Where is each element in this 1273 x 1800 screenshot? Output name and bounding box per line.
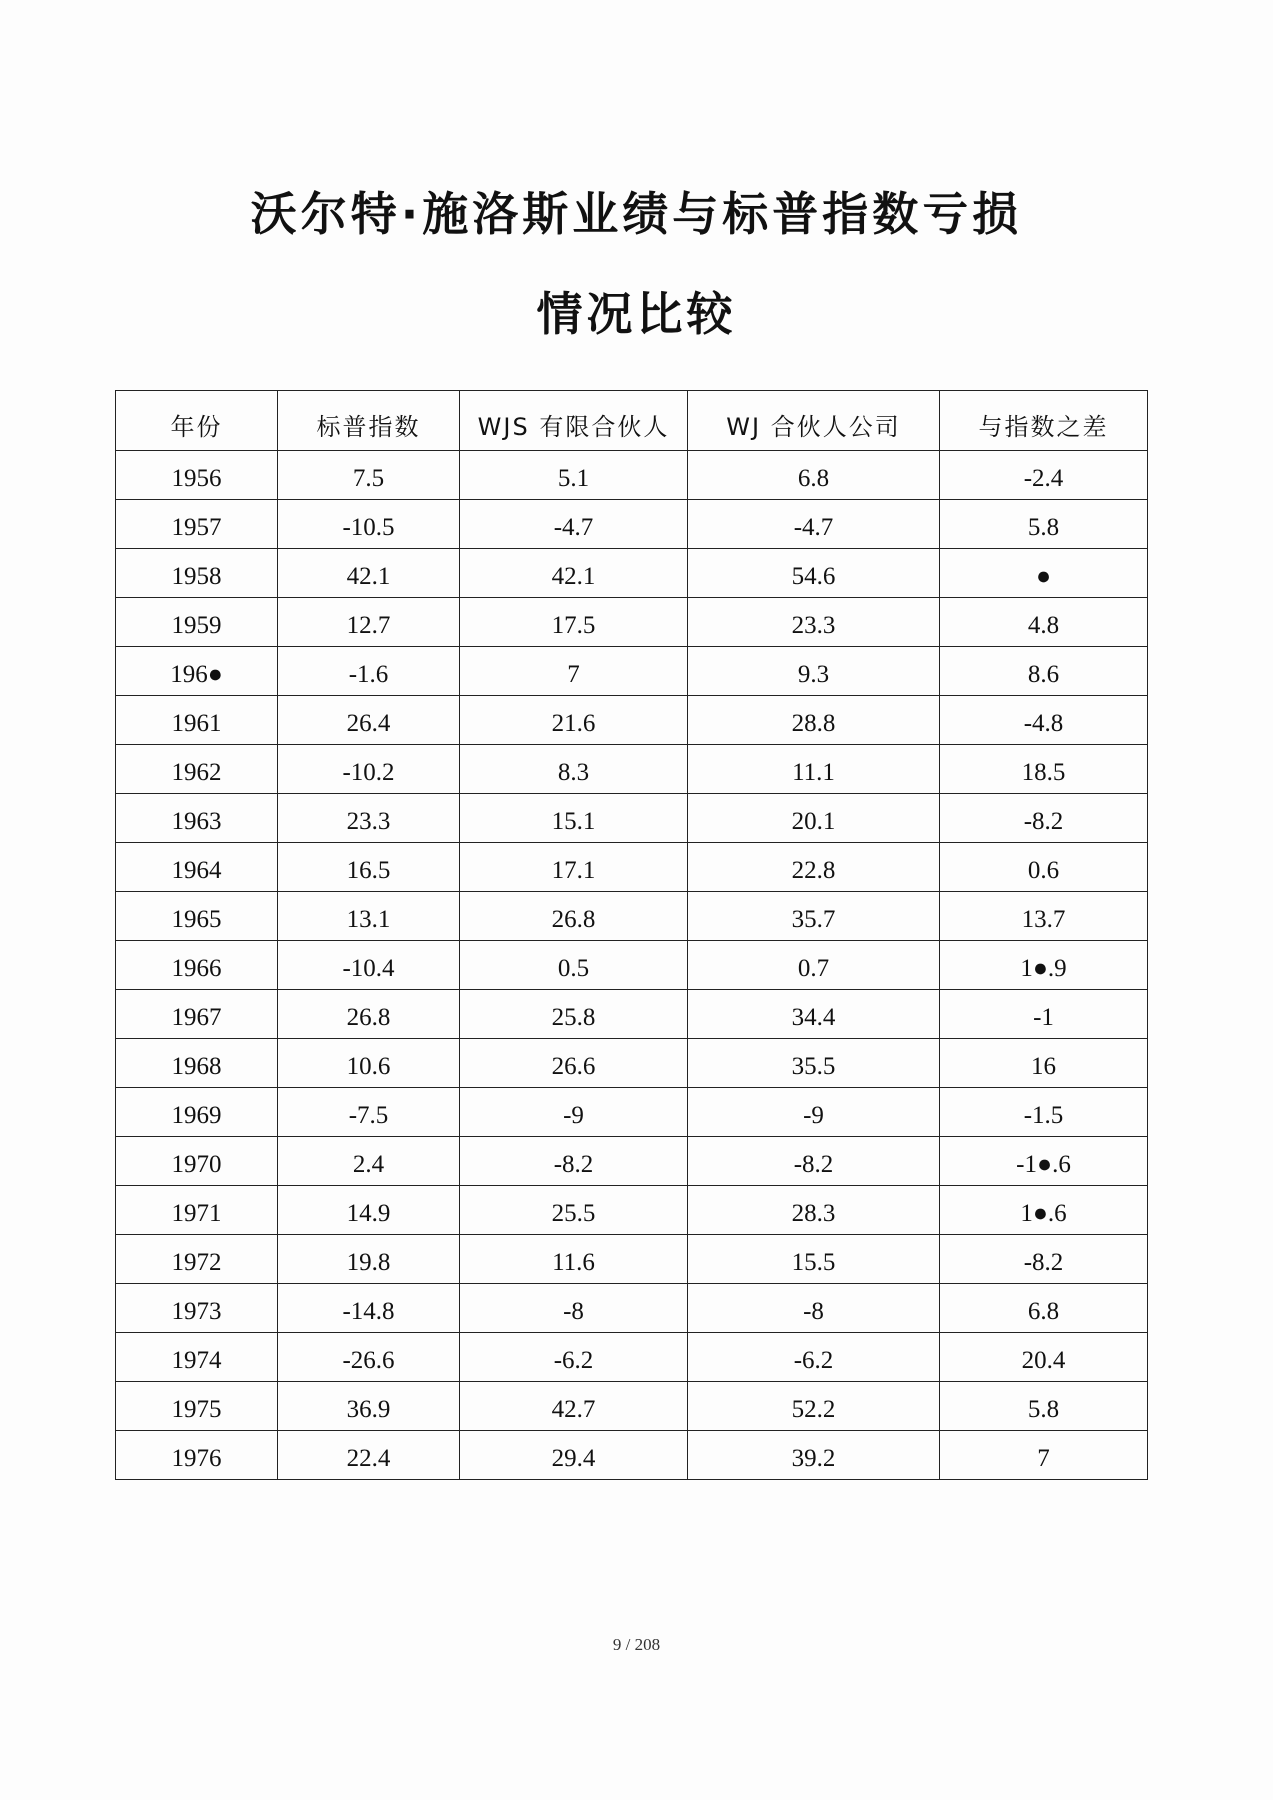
cell-wjs-limited-partners: -9: [460, 1088, 688, 1137]
cell-year: 1961: [116, 696, 278, 745]
cell-wjs-limited-partners: 5.1: [460, 451, 688, 500]
table-row: [116, 1186, 1148, 1235]
cell-year: 1959: [116, 598, 278, 647]
cell-sp-index: 13.1: [278, 892, 460, 941]
table-row: [116, 696, 1148, 745]
table-row: [116, 1088, 1148, 1137]
cell-sp-index: 7.5: [278, 451, 460, 500]
cell-wj-partnership: 20.1: [688, 794, 940, 843]
cell-wj-partnership: 54.6: [688, 549, 940, 598]
table-row: [116, 990, 1148, 1039]
cell-sp-index: 16.5: [278, 843, 460, 892]
cell-wjs-limited-partners: -8.2: [460, 1137, 688, 1186]
cell-sp-index: 23.3: [278, 794, 460, 843]
cell-difference: 1●.9: [940, 941, 1148, 990]
cell-wjs-limited-partners: 26.8: [460, 892, 688, 941]
cell-sp-index: 12.7: [278, 598, 460, 647]
table-row: [116, 1284, 1148, 1333]
cell-year: 1975: [116, 1382, 278, 1431]
cell-year: 196●: [116, 647, 278, 696]
cell-difference: 5.8: [940, 500, 1148, 549]
header-wjs-limited-partners: WJS 有限合伙人: [460, 391, 688, 451]
cell-difference: -1.5: [940, 1088, 1148, 1137]
table-row: [116, 941, 1148, 990]
cell-sp-index: 10.6: [278, 1039, 460, 1088]
table-row: [116, 1333, 1148, 1382]
table-row: [116, 647, 1148, 696]
table-row: [116, 1039, 1148, 1088]
cell-sp-index: -26.6: [278, 1333, 460, 1382]
cell-wjs-limited-partners: 11.6: [460, 1235, 688, 1284]
cell-wjs-limited-partners: 0.5: [460, 941, 688, 990]
cell-sp-index: 14.9: [278, 1186, 460, 1235]
cell-difference: -1●.6: [940, 1137, 1148, 1186]
cell-year: 1958: [116, 549, 278, 598]
cell-year: 1974: [116, 1333, 278, 1382]
cell-wjs-limited-partners: 25.8: [460, 990, 688, 1039]
cell-year: 1967: [116, 990, 278, 1039]
cell-year: 1973: [116, 1284, 278, 1333]
cell-year: 1966: [116, 941, 278, 990]
cell-wj-partnership: -4.7: [688, 500, 940, 549]
cell-year: 1965: [116, 892, 278, 941]
cell-sp-index: 26.8: [278, 990, 460, 1039]
cell-wj-partnership: -8.2: [688, 1137, 940, 1186]
cell-year: 1963: [116, 794, 278, 843]
cell-wjs-limited-partners: 42.7: [460, 1382, 688, 1431]
cell-difference: 13.7: [940, 892, 1148, 941]
table-row: [116, 1382, 1148, 1431]
table-row: [116, 451, 1148, 500]
cell-wj-partnership: -8: [688, 1284, 940, 1333]
cell-difference: 7: [940, 1431, 1148, 1480]
cell-wjs-limited-partners: 42.1: [460, 549, 688, 598]
cell-sp-index: 36.9: [278, 1382, 460, 1431]
cell-difference: -1: [940, 990, 1148, 1039]
cell-difference: 0.6: [940, 843, 1148, 892]
table-row: [116, 1137, 1148, 1186]
page-subtitle: 情况比较: [536, 287, 737, 341]
table-body: [116, 451, 1148, 1480]
cell-wj-partnership: 23.3: [688, 598, 940, 647]
cell-year: 1956: [116, 451, 278, 500]
cell-wj-partnership: 34.4: [688, 990, 940, 1039]
table-row: [116, 892, 1148, 941]
page-indicator: 9 / 208: [612, 1635, 661, 1654]
cell-wj-partnership: 35.5: [688, 1039, 940, 1088]
cell-wjs-limited-partners: 25.5: [460, 1186, 688, 1235]
cell-difference: 20.4: [940, 1333, 1148, 1382]
performance-table-container: [115, 390, 1147, 1480]
cell-sp-index: 42.1: [278, 549, 460, 598]
table-row: [116, 500, 1148, 549]
page-title: 沃尔特·施洛斯业绩与标普指数亏损: [250, 187, 1023, 241]
cell-sp-index: -10.2: [278, 745, 460, 794]
cell-wjs-limited-partners: -8: [460, 1284, 688, 1333]
cell-difference: -8.2: [940, 794, 1148, 843]
cell-wjs-limited-partners: 8.3: [460, 745, 688, 794]
cell-sp-index: 2.4: [278, 1137, 460, 1186]
cell-difference: -8.2: [940, 1235, 1148, 1284]
cell-difference: -4.8: [940, 696, 1148, 745]
cell-year: 1957: [116, 500, 278, 549]
table-row: [116, 1235, 1148, 1284]
header-sp-index: 标普指数: [278, 391, 460, 451]
cell-sp-index: 19.8: [278, 1235, 460, 1284]
header-difference-vs-index: 与指数之差: [940, 391, 1148, 451]
cell-difference: 8.6: [940, 647, 1148, 696]
cell-sp-index: -7.5: [278, 1088, 460, 1137]
cell-wj-partnership: 0.7: [688, 941, 940, 990]
cell-wjs-limited-partners: 29.4: [460, 1431, 688, 1480]
cell-wjs-limited-partners: -6.2: [460, 1333, 688, 1382]
table-row: [116, 794, 1148, 843]
cell-wj-partnership: 11.1: [688, 745, 940, 794]
table-row: [116, 1431, 1148, 1480]
header-year: 年份: [116, 391, 278, 451]
cell-wj-partnership: 28.8: [688, 696, 940, 745]
cell-wjs-limited-partners: 7: [460, 647, 688, 696]
header-wj-partnership: WJ 合伙人公司: [688, 391, 940, 451]
cell-sp-index: -14.8: [278, 1284, 460, 1333]
cell-difference: 5.8: [940, 1382, 1148, 1431]
cell-difference: ●: [940, 549, 1148, 598]
table-row: [116, 745, 1148, 794]
cell-year: 1962: [116, 745, 278, 794]
cell-year: 1969: [116, 1088, 278, 1137]
cell-wj-partnership: 52.2: [688, 1382, 940, 1431]
cell-difference: 18.5: [940, 745, 1148, 794]
cell-year: 1971: [116, 1186, 278, 1235]
cell-wj-partnership: 39.2: [688, 1431, 940, 1480]
table-row: [116, 843, 1148, 892]
cell-wjs-limited-partners: 17.1: [460, 843, 688, 892]
cell-year: 1968: [116, 1039, 278, 1088]
cell-wjs-limited-partners: 15.1: [460, 794, 688, 843]
cell-wjs-limited-partners: 17.5: [460, 598, 688, 647]
cell-sp-index: -10.5: [278, 500, 460, 549]
cell-sp-index: -1.6: [278, 647, 460, 696]
cell-wj-partnership: -6.2: [688, 1333, 940, 1382]
cell-difference: 6.8: [940, 1284, 1148, 1333]
table-row: [116, 549, 1148, 598]
cell-sp-index: 26.4: [278, 696, 460, 745]
cell-difference: 1●.6: [940, 1186, 1148, 1235]
cell-year: 1972: [116, 1235, 278, 1284]
cell-wj-partnership: 15.5: [688, 1235, 940, 1284]
cell-wj-partnership: 9.3: [688, 647, 940, 696]
cell-wj-partnership: 22.8: [688, 843, 940, 892]
cell-wj-partnership: -9: [688, 1088, 940, 1137]
performance-comparison-table: [115, 390, 1148, 1480]
cell-difference: 16: [940, 1039, 1148, 1088]
cell-sp-index: 22.4: [278, 1431, 460, 1480]
cell-year: 1976: [116, 1431, 278, 1480]
cell-sp-index: -10.4: [278, 941, 460, 990]
cell-year: 1964: [116, 843, 278, 892]
cell-difference: -2.4: [940, 451, 1148, 500]
cell-wj-partnership: 28.3: [688, 1186, 940, 1235]
cell-difference: 4.8: [940, 598, 1148, 647]
cell-wjs-limited-partners: -4.7: [460, 500, 688, 549]
cell-wjs-limited-partners: 21.6: [460, 696, 688, 745]
cell-year: 1970: [116, 1137, 278, 1186]
cell-wj-partnership: 6.8: [688, 451, 940, 500]
cell-wjs-limited-partners: 26.6: [460, 1039, 688, 1088]
table-row: [116, 598, 1148, 647]
table-header-row: [116, 391, 1148, 451]
cell-wj-partnership: 35.7: [688, 892, 940, 941]
